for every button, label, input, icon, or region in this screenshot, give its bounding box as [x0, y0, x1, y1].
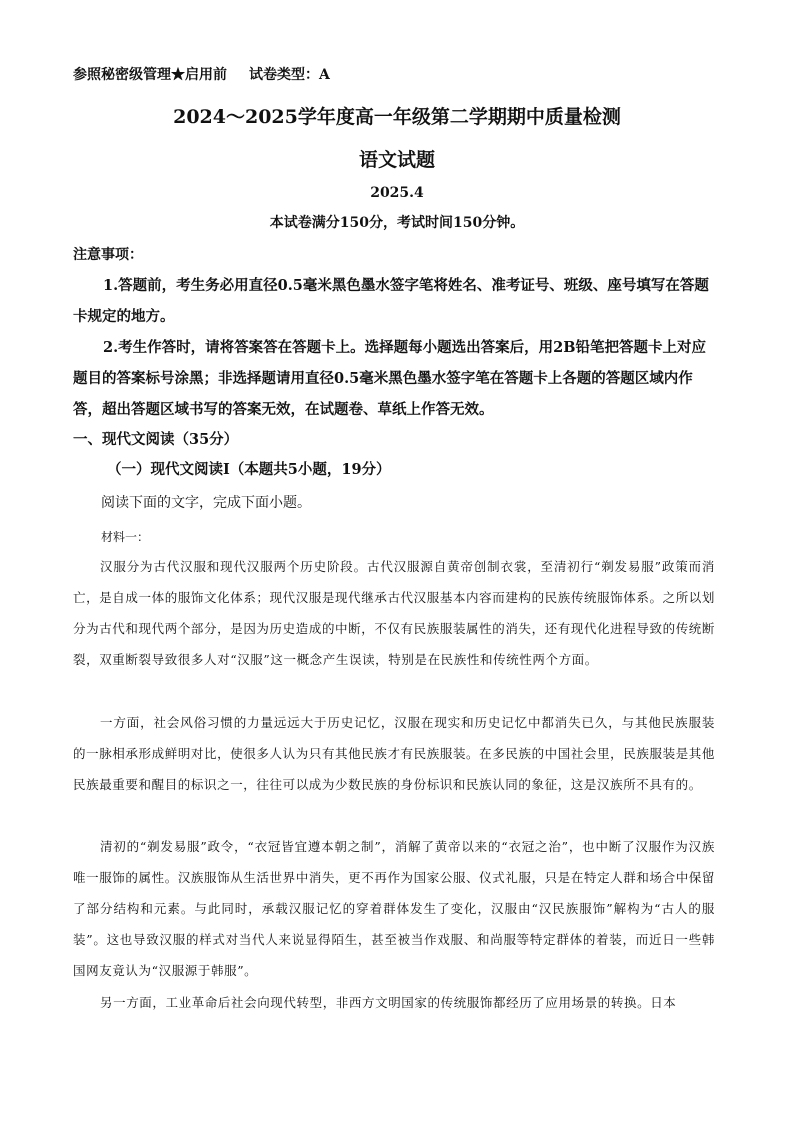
notice-item-2: 2.考生作答时，请将答案答在答题卡上。选择题每小题选出答案后，用2B铅笔把答题卡上对应题目的答案标号涂黑；非选择题请用直径0.5毫米黑色墨水签字笔在答题卡上各题的答题区域内作答，超出答题区域书写的答案无效，在试题卷、草纸上作答无效。	[73, 339, 706, 418]
confidential-meta	[73, 64, 330, 84]
exam-type-label: 试卷类型：A	[249, 67, 330, 83]
subject-title: 语文试题	[358, 149, 435, 171]
subsection-heading: （一）现代文阅读Ⅰ（本题共5小题，19分）	[107, 461, 391, 478]
score-time-note: 本试卷满分150分，考试时间150分钟。	[269, 215, 525, 231]
notice-heading: 注意事项：	[73, 247, 143, 263]
passage-paragraph: 另一方面，工业革命后社会向现代转型，非西方文明国家的传统服饰都经历了应用场景的转换。日本	[100, 995, 677, 1010]
section-heading: 一、现代文阅读（35分）	[73, 431, 239, 448]
passage-paragraph: 一方面，社会风俗习惯的力量远远大于历史记忆，汉服在现实和历史记忆中都消失已久，与其他民族服装的一脉相承形成鲜明对比，使很多人认为只有其他民族才有民族服装。在多民族的中国社会里，民族服装是其他民族最重要和醒目的标识之一，往往可以成为少数民族的身份标识和民族认同的象征，这是汉族所不具有的。	[73, 715, 715, 792]
notice-item-1: 1.答题前，考生务必用直径0.5毫米黑色墨水签字笔将姓名、准考证号、班级、座号填写在答题卡规定的地方。	[73, 277, 709, 325]
passage-paragraph: 清初的“剃发易服”政令，“衣冠皆宜遵本朝之制”，消解了黄帝以来的“衣冠之治”，也中断了汉服作为汉族唯一服饰的属性。汉族服饰从生活世界中消失，更不再作为国家公服、仪式礼服，只是在特定人群和场合中保留了部分结构和元素。与此同时，承载汉服记忆的穿着群体发生了变化，汉服由“汉民族服饰”解构为“古人的服装”。这也导致汉服的样式对当代人来说显得陌生，甚至被当作戏服、和尚服等特定群体的着装，而近日一些韩国网友竟认为“汉服源于韩服”。	[73, 839, 715, 978]
confidentiality-label: 参照秘密级管理★启用前	[73, 67, 227, 83]
material-label: 材料一：	[101, 530, 150, 544]
reading-instruction: 阅读下面的文字，完成下面小题。	[101, 495, 311, 511]
exam-date: 2025.4	[370, 185, 424, 201]
exam-title: 2024～2025学年度高一年级第二学期期中质量检测	[173, 106, 621, 128]
passage-paragraph: 汉服分为古代汉服和现代汉服两个历史阶段。古代汉服源自黄帝创制衣裳，至清初行“剃发易服”政策而消亡，是自成一体的服饰文化体系；现代汉服是现代继承古代汉服基本内容而建构的民族传统服饰体系。之所以划分为古代和现代两个部分，是因为历史造成的中断，不仅有民族服装属性的消失，还有现代化进程导致的传统断裂，双重断裂导致很多人对“汉服”这一概念产生误读，特别是在民族性和传统性两个方面。	[73, 559, 715, 667]
